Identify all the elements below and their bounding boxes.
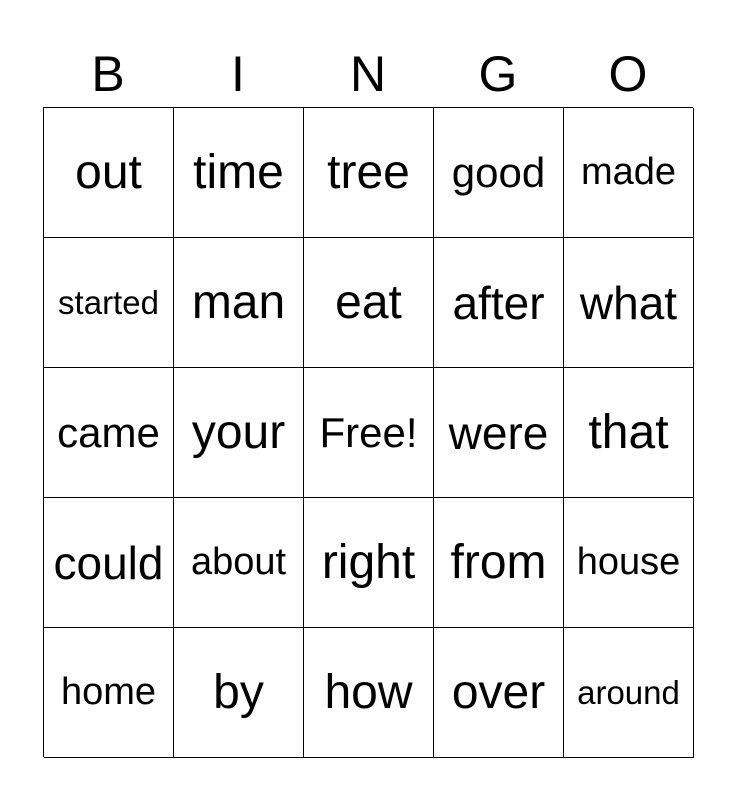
bingo-cell[interactable]: what: [564, 238, 694, 368]
bingo-cell[interactable]: came: [44, 368, 174, 498]
header-letter-n: N: [349, 46, 387, 102]
header-letter-i: I: [231, 46, 245, 102]
bingo-cell[interactable]: could: [44, 498, 174, 628]
bingo-cell[interactable]: started: [44, 238, 174, 368]
bingo-cell[interactable]: good: [434, 108, 564, 238]
bingo-cell[interactable]: home: [44, 628, 174, 758]
bingo-cell[interactable]: after: [434, 238, 564, 368]
bingo-header: [43, 42, 693, 106]
header-letter-g: G: [478, 46, 518, 102]
header-letter-b: B: [91, 46, 125, 102]
bingo-cell[interactable]: about: [174, 498, 304, 628]
bingo-cell[interactable]: tree: [304, 108, 434, 238]
bingo-cell[interactable]: around: [564, 628, 694, 758]
bingo-cell[interactable]: made: [564, 108, 694, 238]
bingo-cell[interactable]: that: [564, 368, 694, 498]
bingo-cell[interactable]: from: [434, 498, 564, 628]
bingo-cell[interactable]: out: [44, 108, 174, 238]
bingo-cell[interactable]: your: [174, 368, 304, 498]
bingo-cell[interactable]: over: [434, 628, 564, 758]
header-letter-o: O: [608, 46, 648, 102]
bingo-cell[interactable]: house: [564, 498, 694, 628]
free-space-cell[interactable]: Free!: [304, 368, 434, 498]
bingo-cell[interactable]: eat: [304, 238, 434, 368]
bingo-cell[interactable]: by: [174, 628, 304, 758]
bingo-cell[interactable]: how: [304, 628, 434, 758]
bingo-cell[interactable]: right: [304, 498, 434, 628]
bingo-board: [43, 107, 693, 757]
bingo-cell[interactable]: were: [434, 368, 564, 498]
bingo-cell[interactable]: man: [174, 238, 304, 368]
bingo-cell[interactable]: time: [174, 108, 304, 238]
